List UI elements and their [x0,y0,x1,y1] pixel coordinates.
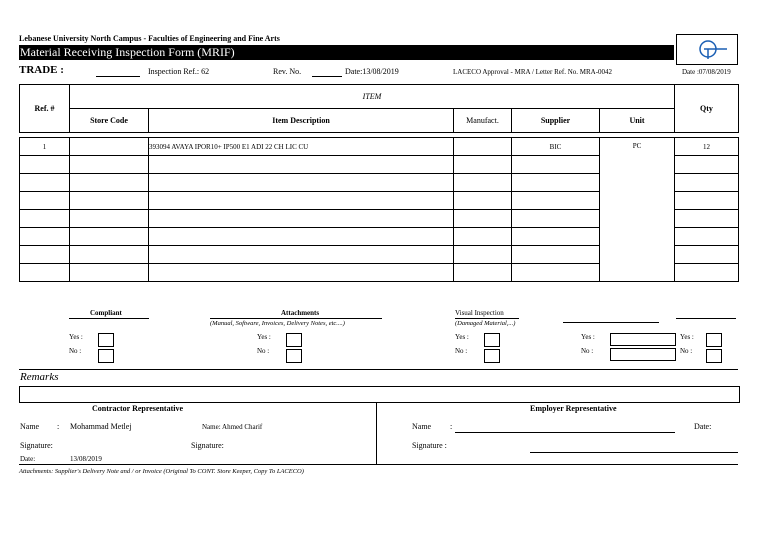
item-header: ITEM [70,85,675,109]
employer-title: Employer Representative [530,404,617,413]
compliant-underline [69,318,149,319]
unit-header: Unit [600,109,675,133]
approval-date: Date :07/08/2019 [682,68,731,76]
rep-divider [376,402,377,464]
visual-yes-checkbox[interactable] [484,333,500,347]
employer-signature-line [530,452,738,453]
supplier-header: Supplier [512,109,600,133]
contractor-date-label: Date: [20,455,36,463]
compliant-no-label: No : [69,347,82,355]
laceco-logo-icon [677,35,737,64]
extra-no-field[interactable] [610,348,676,361]
row-unit: PC [600,138,675,282]
employer-name-line [455,432,675,433]
contractor-date-value: 13/08/2019 [70,455,102,463]
employer-signature-label: Signature : [412,441,447,450]
row-qty: 12 [675,138,739,156]
row-manufact [454,138,512,156]
attachments-no-label: No : [257,347,270,355]
compliant-yes-checkbox[interactable] [98,333,114,347]
remarks-top-line [19,369,738,370]
compliant-no-checkbox[interactable] [98,349,114,363]
attachments-underline [210,318,382,319]
logo-box [676,34,738,65]
compliant-yes-label: Yes : [69,333,83,341]
visual-line-3 [676,318,736,319]
contractor-name-colon: : [57,422,60,431]
employer-name-label: Name [412,422,432,431]
visual-no-label: No : [455,347,468,355]
employer-date-label: Date: [694,422,712,431]
attachments-yes-label: Yes : [257,333,271,341]
extra2-yes-checkbox[interactable] [706,333,722,347]
visual-yes-label: Yes : [455,333,469,341]
contractor-signature-label: Signature: [20,441,53,450]
contractor-name2: Name: Ahmed Charif [202,423,263,431]
ref-header: Ref. # [20,85,70,133]
footer-note: Attachments: Supplier's Delivery Note and / or Invoice (Original To CONT. Store Keeper, Copy To LACECO) [19,468,304,475]
extra2-yes-label: Yes : [680,333,694,341]
attachments-note: (Manual, Software, Invoices, Delivery Notes, etc....) [210,320,345,327]
inspection-ref: Inspection Ref.: 62 [148,67,210,76]
extra2-no-label: No : [680,347,693,355]
contractor-name-label: Name [20,422,40,431]
inspection-date: Date:13/08/2019 [345,67,399,76]
attachments-no-checkbox[interactable] [286,349,302,363]
row-description: 393094 AVAYA IPOR10+ IP500 E1 ADI 22 CH LIC CU [149,138,454,156]
visual-underline [455,318,519,319]
table-row [20,138,739,156]
org-line: Lebanese University North Campus - Faculties of Engineering and Fine Arts [19,34,280,43]
attachments-yes-checkbox[interactable] [286,333,302,347]
title-bar [19,45,674,60]
extra-yes-field[interactable] [610,333,676,346]
row-store-code [70,138,149,156]
visual-line-2 [563,322,659,323]
qty-header: Qty [675,85,739,133]
extra2-no-checkbox[interactable] [706,349,722,363]
visual-no-checkbox[interactable] [484,349,500,363]
remarks-field[interactable] [19,386,740,403]
row-ref: 1 [20,138,70,156]
store-code-header: Store Code [70,109,149,133]
compliant-label: Compliant [90,309,122,317]
contractor-title: Contractor Representative [92,404,184,413]
visual-inspection-label: Visual Inspection [455,309,504,317]
visual-note: (Damaged Material,...) [455,320,516,327]
attachments-label: Attachments [281,309,320,317]
contractor-name-value: Mohammad Metlej [70,422,132,431]
trade-line [96,76,140,77]
remarks-label: Remarks [20,371,59,383]
row-supplier: BIC [512,138,600,156]
employer-name-colon: : [450,422,453,431]
contractor-signature2-label: Signature: [191,441,224,450]
extra-no-label: No : [581,347,594,355]
item-description-header: Item Description [149,109,454,133]
form-title: Material Receiving Inspection Form (MRIF) [20,45,235,59]
trade-label: TRADE : [19,64,64,76]
items-table [19,84,739,282]
rev-no-line [312,76,342,77]
manufact-header: Manufact. [454,109,512,133]
approval-ref: LACECO Approval - MRA / Letter Ref. No. MRA-0042 [453,68,613,76]
bottom-line [19,464,738,465]
rev-no-label: Rev. No. [273,67,302,76]
extra-yes-label: Yes : [581,333,595,341]
